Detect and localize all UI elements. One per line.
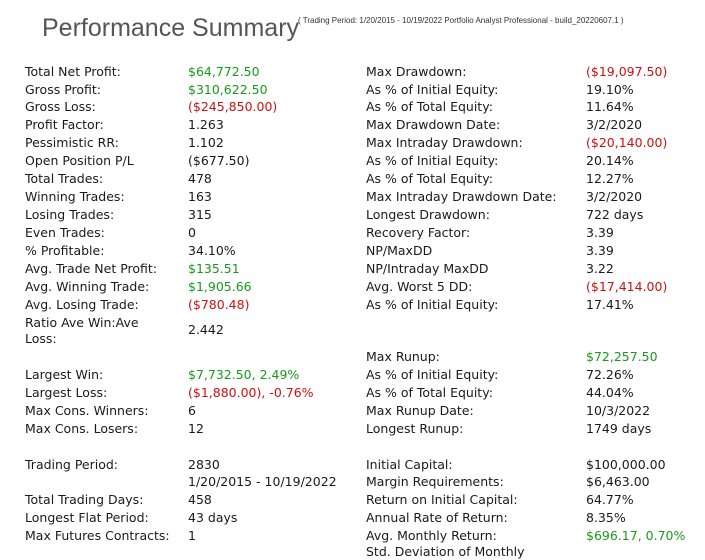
metric-value: 11.64%: [586, 99, 634, 114]
metric-value: $7,732.50, 2.49%: [188, 367, 300, 382]
metric-label: Initial Capital:: [366, 457, 453, 472]
metric-value: 64.77%: [586, 492, 634, 507]
metric-value: 3.39: [586, 243, 614, 258]
metric-value: 17.41%: [586, 297, 634, 312]
page-title: Performance Summary: [42, 14, 300, 42]
metric-label: Avg. Monthly Return:: [366, 528, 497, 543]
metric-label: Total Trades:: [25, 171, 104, 186]
metric-value: 3.39: [586, 225, 614, 240]
metric-value: ($1,880.00), -0.76%: [188, 385, 314, 400]
metric-label: NP/MaxDD: [366, 243, 433, 258]
metric-value: 1.263: [188, 117, 224, 132]
metric-label: Longest Runup:: [366, 421, 464, 436]
metric-value: 1/20/2015 - 10/19/2022: [188, 474, 337, 489]
metric-value: $310,622.50: [188, 82, 268, 97]
metric-label: NP/Intraday MaxDD: [366, 261, 489, 276]
metric-value: $6,463.00: [586, 474, 650, 489]
metric-label: Max Runup:: [366, 349, 440, 364]
metric-value: 3.22: [586, 261, 614, 276]
metric-label: Avg. Losing Trade:: [25, 297, 139, 312]
metric-value: ($780.48): [188, 297, 250, 312]
metric-label: Pessimistic RR:: [25, 135, 119, 150]
metric-label: Ratio Ave Win:Ave Loss:: [25, 315, 139, 346]
metric-label: Winning Trades:: [25, 189, 125, 204]
metric-label: As % of Initial Equity:: [366, 367, 499, 382]
metric-label: As % of Initial Equity:: [366, 153, 499, 168]
metric-value: 43 days: [188, 510, 238, 525]
metric-value: 1: [188, 528, 196, 543]
metric-label: Longest Flat Period:: [25, 510, 149, 525]
metric-label: Annual Rate of Return:: [366, 510, 508, 525]
metric-value: $696.17, 0.70%: [586, 528, 686, 543]
metric-value: $1,905.66: [188, 279, 252, 294]
metric-value: 20.14%: [586, 153, 634, 168]
metric-value: 2830: [188, 457, 220, 472]
metric-value: 8.35%: [586, 510, 626, 525]
metric-label: Open Position P/L: [25, 153, 134, 168]
metric-label: Max Cons. Losers:: [25, 421, 139, 436]
metric-value: 478: [188, 171, 212, 186]
metric-label: Max Drawdown:: [366, 64, 467, 79]
metric-label: Profit Factor:: [25, 117, 104, 132]
metric-label: Largest Loss:: [25, 385, 108, 400]
metric-label: % Profitable:: [25, 243, 105, 258]
metric-value: 44.04%: [586, 385, 634, 400]
metric-label: Longest Drawdown:: [366, 207, 490, 222]
metric-label: Avg. Winning Trade:: [25, 279, 150, 294]
metric-label: Max Futures Contracts:: [25, 528, 170, 543]
metric-value: 12: [188, 421, 204, 436]
metric-label: Std. Deviation of Monthly: [366, 544, 525, 559]
metric-value: 163: [188, 189, 212, 204]
metric-value: 72.26%: [586, 367, 634, 382]
metric-label: Avg. Trade Net Profit:: [25, 261, 158, 276]
metric-label: Total Net Profit:: [25, 64, 121, 79]
metric-label: Margin Requirements:: [366, 474, 504, 489]
metric-label: Return on Initial Capital:: [366, 492, 518, 507]
metric-value: $100,000.00: [586, 457, 666, 472]
metric-value: 0: [188, 225, 196, 240]
metric-value: 19.10%: [586, 82, 634, 97]
metric-value: 458: [188, 492, 212, 507]
metric-label: Max Intraday Drawdown Date:: [366, 189, 557, 204]
metric-label: Max Runup Date:: [366, 403, 474, 418]
metric-value: $72,257.50: [586, 349, 658, 364]
metric-value: ($20,140.00): [586, 135, 668, 150]
metric-label: Total Trading Days:: [25, 492, 144, 507]
metric-label: As % of Total Equity:: [366, 99, 493, 114]
metric-value: 315: [188, 207, 212, 222]
metric-value: 722 days: [586, 207, 644, 222]
metric-value: ($19,097.50): [586, 64, 668, 79]
metric-label: Trading Period:: [25, 457, 119, 472]
metric-label: As % of Initial Equity:: [366, 297, 499, 312]
metric-value: ($677.50): [188, 153, 250, 168]
metric-value: 6: [188, 403, 196, 418]
metric-label: As % of Total Equity:: [366, 385, 493, 400]
metric-value: 2.442: [188, 322, 224, 337]
metric-label: Gross Profit:: [25, 82, 102, 97]
metric-value: 3/2/2020: [586, 117, 643, 132]
metric-label: Max Cons. Winners:: [25, 403, 149, 418]
metric-value: 1749 days: [586, 421, 652, 436]
metric-label: Gross Loss:: [25, 99, 96, 114]
metric-label: As % of Total Equity:: [366, 171, 493, 186]
report-header: [0, 0, 705, 60]
metric-label: Largest Win:: [25, 367, 104, 382]
metric-label: Max Drawdown Date:: [366, 117, 501, 132]
metric-value: $64,772.50: [188, 64, 260, 79]
metric-label: Recovery Factor:: [366, 225, 471, 240]
metric-value: 1.102: [188, 135, 224, 150]
metric-label: Max Intraday Drawdown:: [366, 135, 523, 150]
metric-value: 3/2/2020: [586, 189, 643, 204]
metric-value: 10/3/2022: [586, 403, 651, 418]
metric-label: Losing Trades:: [25, 207, 115, 222]
report-subtitle: ( Trading Period: 1/20/2015 - 10/19/2022 Portfolio Analyst Professional - build_20220607.1 ): [298, 16, 624, 25]
metric-value: $135.51: [188, 261, 240, 276]
metric-label: Avg. Worst 5 DD:: [366, 279, 473, 294]
metric-label: As % of Initial Equity:: [366, 82, 499, 97]
metric-value: ($245,850.00): [188, 99, 278, 114]
metric-value: ($17,414.00): [586, 279, 668, 294]
metric-value: 12.27%: [586, 171, 634, 186]
metric-label: Even Trades:: [25, 225, 105, 240]
metric-value: 34.10%: [188, 243, 236, 258]
